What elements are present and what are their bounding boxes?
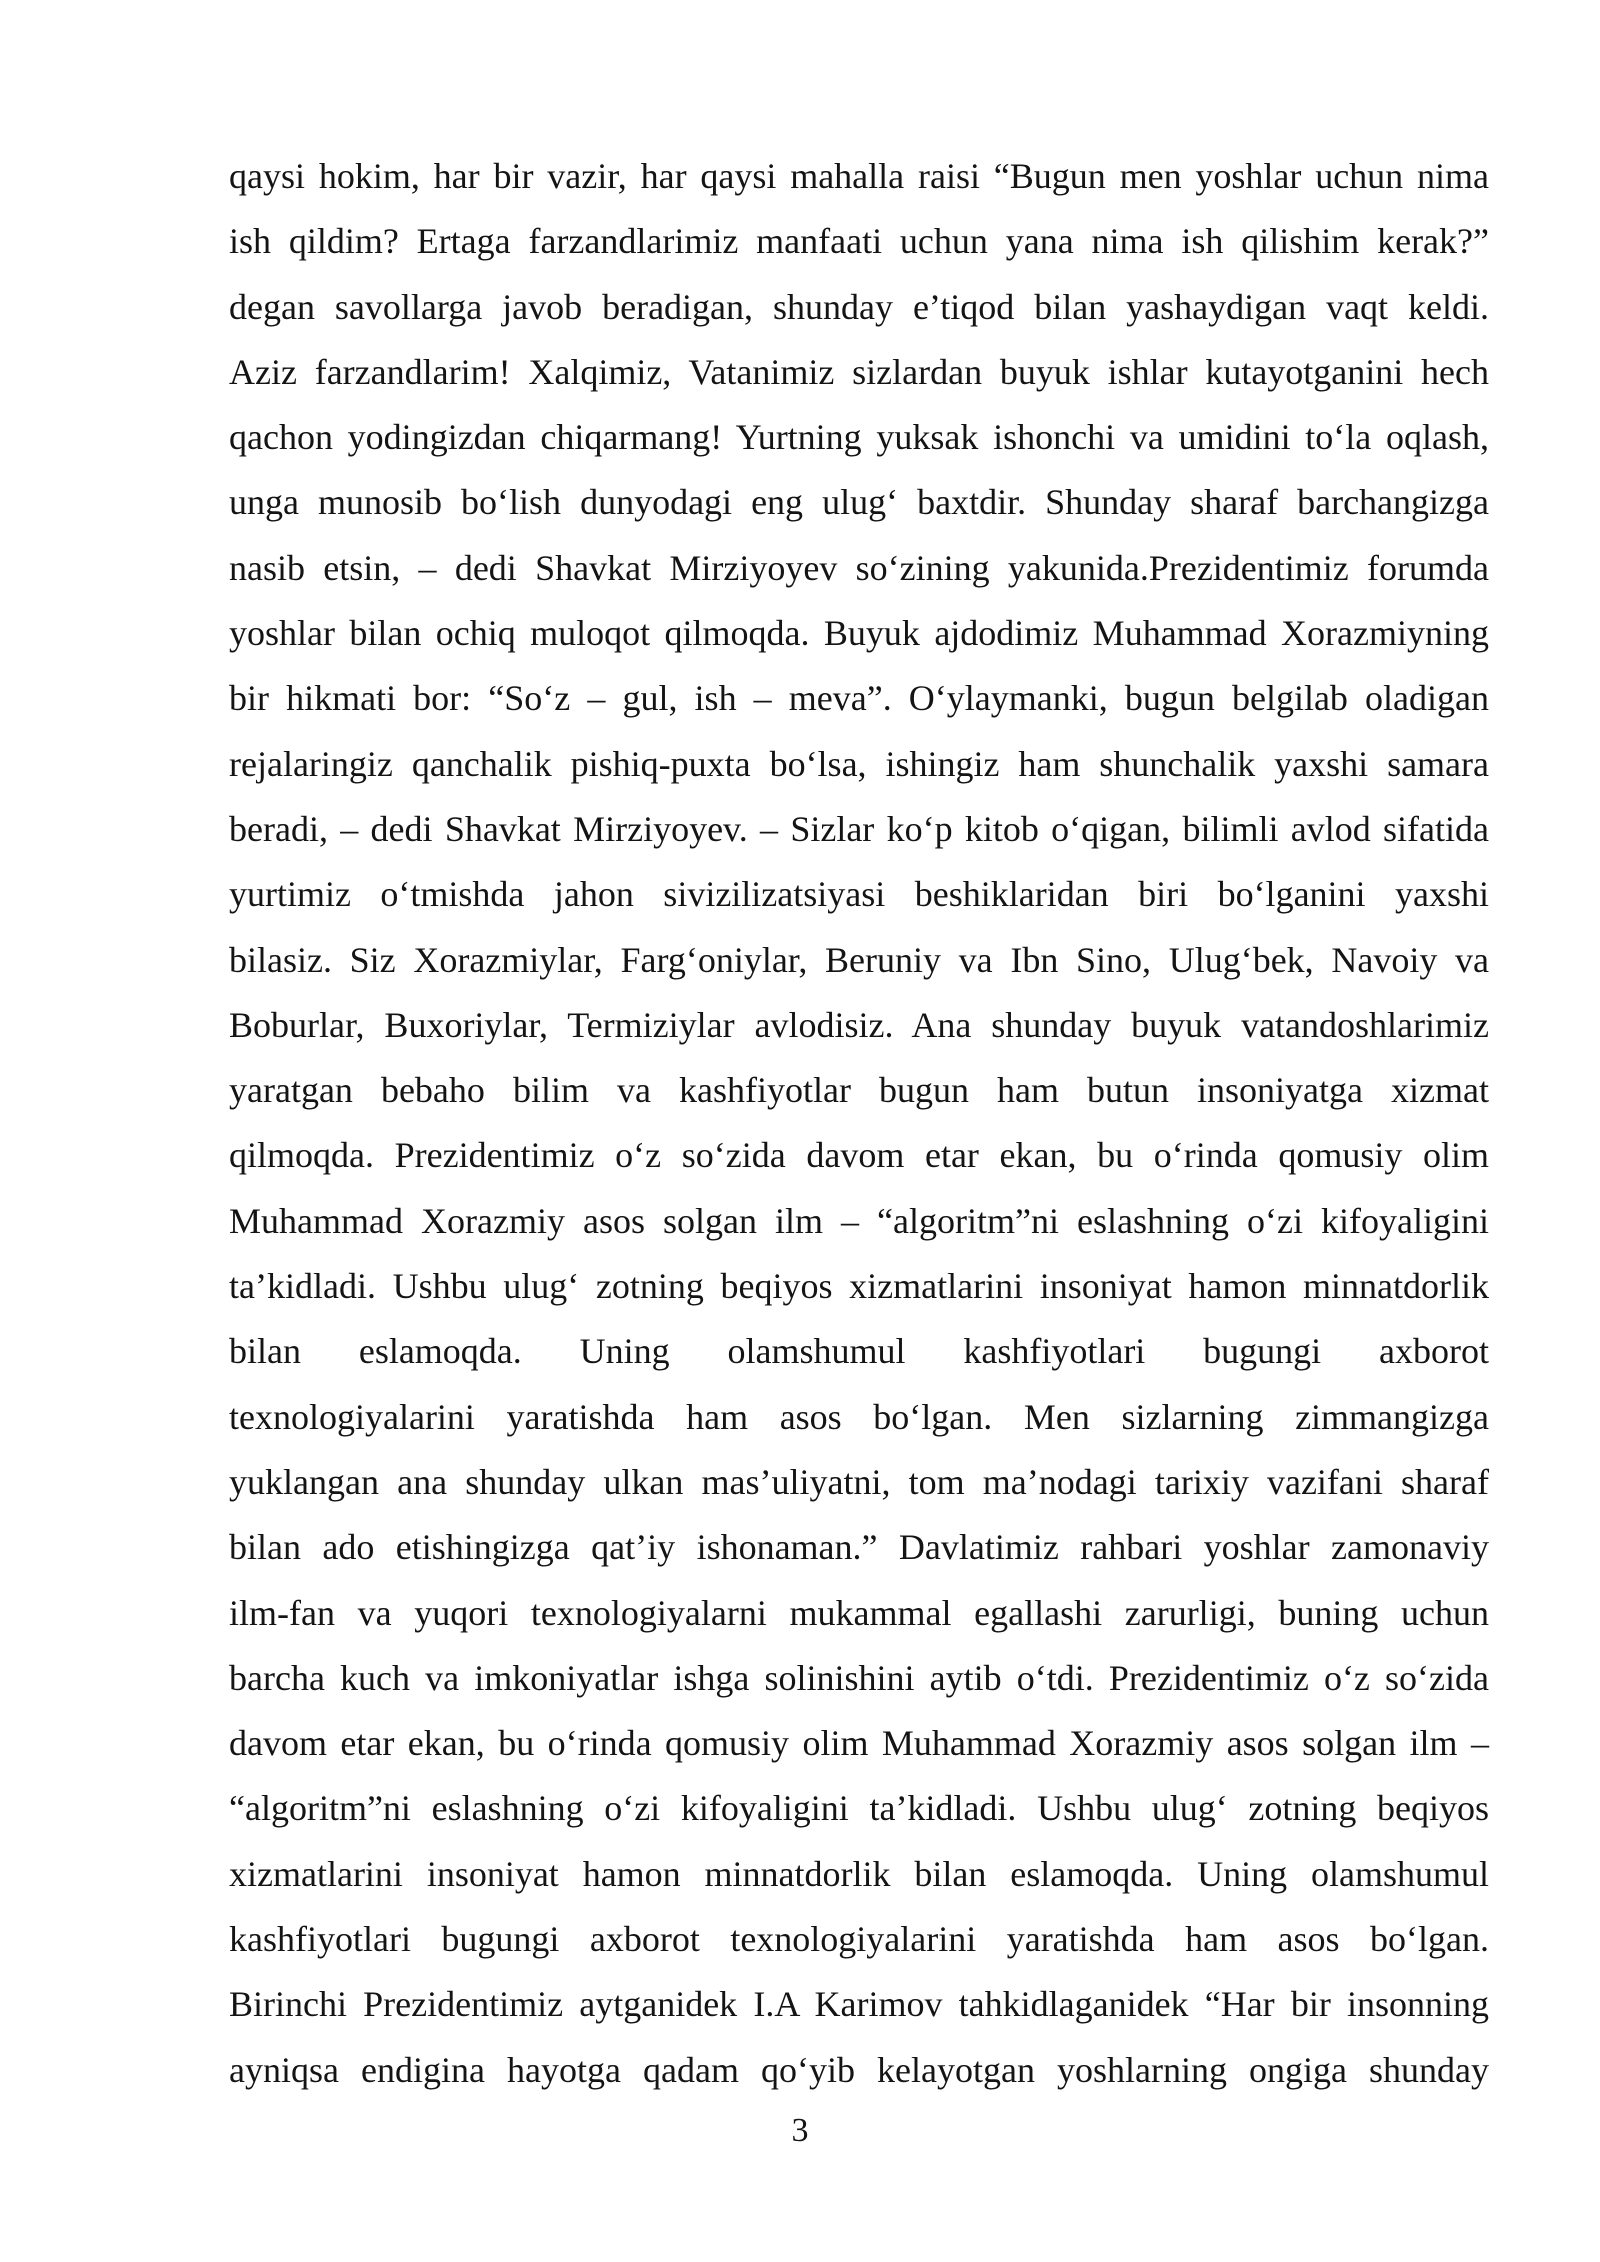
text-line: kashfiyotlari bugungi axborot texnologiyalarini yaratishda ham asos bo‘lgan. (229, 1919, 1489, 1960)
text-line: ayniqsa endigina hayotga qadam qo‘yib kelayotgan yoshlarning ongiga shunday (229, 2049, 1489, 2090)
text-line: bilan eslamoqda. Uning olamshumul kashfiyotlari bugungi axborot (229, 1331, 1489, 1372)
text-line: yurtimiz o‘tmishda jahon sivizilizatsiyasi beshiklaridan biri bo‘lganini yaxshi (229, 874, 1489, 915)
text-line: rejalaringiz qanchalik pishiq-puxta bo‘lsa, ishingiz ham shunchalik yaxshi samara (229, 743, 1489, 784)
text-line: Boburlar, Buxoriylar, Termiziylar avlodisiz. Ana shunday buyuk vatandoshlarimiz (229, 1004, 1489, 1045)
text-line: yaratgan bebaho bilim va kashfiyotlar bugun ham butun insoniyatga xizmat (229, 1070, 1489, 1111)
text-line: ish qildim? Ertaga farzandlarimiz manfaati uchun yana nima ish qilishim kerak?” (229, 221, 1489, 262)
text-line: beradi, – dedi Shavkat Mirziyoyev. – Sizlar ko‘p kitob o‘qigan, bilimli avlod sifatida (229, 808, 1489, 849)
text-line: “algoritm”ni eslashning o‘zi kifoyaligini ta’kidladi. Ushbu ulug‘ zotning beqiyos (229, 1788, 1489, 1829)
text-line: yoshlar bilan ochiq muloqot qilmoqda. Buyuk ajdodimiz Muhammad Xorazmiyning (229, 613, 1489, 654)
text-line: texnologiyalarini yaratishda ham asos bo‘lgan. Men sizlarning zimmangizga (229, 1396, 1489, 1437)
text-line: qilmoqda. Prezidentimiz o‘z so‘zida davom etar ekan, bu o‘rinda qomusiy olim (229, 1135, 1489, 1176)
text-line: Muhammad Xorazmiy asos solgan ilm – “algoritm”ni eslashning o‘zi kifoyaligini (229, 1200, 1489, 1241)
text-line: ilm-fan va yuqori texnologiyalarni mukammal egallashi zarurligi, buning uchun (229, 1592, 1489, 1633)
text-line: degan savollarga javob beradigan, shunday e’tiqod bilan yashaydigan vaqt keldi. (229, 286, 1489, 327)
text-line: bilan ado etishingizga qat’iy ishonaman.” Davlatimiz rahbari yoshlar zamonaviy (229, 1527, 1489, 1568)
text-line: bir hikmati bor: “So‘z – gul, ish – meva”. O‘ylaymanki, bugun belgilab oladigan (229, 678, 1489, 719)
body-text (229, 144, 1489, 2103)
text-line: nasib etsin, – dedi Shavkat Mirziyoyev so‘zining yakunida.Prezidentimiz forumda (229, 547, 1489, 588)
text-line: ta’kidladi. Ushbu ulug‘ zotning beqiyos xizmatlarini insoniyat hamon minnatdorlik (229, 1266, 1489, 1307)
text-line: barcha kuch va imkoniyatlar ishga solinishini aytib o‘tdi. Prezidentimiz o‘z so‘zida (229, 1657, 1489, 1698)
page-number: 3 (791, 2112, 809, 2149)
text-line: qaysi hokim, har bir vazir, har qaysi mahalla raisi “Bugun men yoshlar uchun nima (229, 156, 1489, 196)
text-line: xizmatlarini insoniyat hamon minnatdorlik bilan eslamoqda. Uning olamshumul (229, 1853, 1489, 1894)
text-line: Birinchi Prezidentimiz aytganidek I.A Karimov tahkidlaganidek “Har bir insonning (229, 1984, 1489, 2025)
text-line: qachon yodingizdan chiqarmang! Yurtning yuksak ishonchi va umidini to‘la oqlash, (229, 417, 1489, 458)
text-line: Aziz farzandlarim! Xalqimiz, Vatanimiz sizlardan buyuk ishlar kutayotganini hech (229, 351, 1489, 392)
text-line: davom etar ekan, bu o‘rinda qomusiy olim Muhammad Xorazmiy asos solgan ilm – (229, 1723, 1489, 1764)
text-line: yuklangan ana shunday ulkan mas’uliyatni, tom ma’nodagi tarixiy vazifani sharaf (229, 1461, 1489, 1502)
text-line: unga munosib bo‘lish dunyodagi eng ulug‘ baxtdir. Shunday sharaf barchangizga (229, 482, 1489, 523)
text-line: bilasiz. Siz Xorazmiylar, Farg‘oniylar, Beruniy va Ibn Sino, Ulug‘bek, Navoiy va (229, 939, 1489, 980)
